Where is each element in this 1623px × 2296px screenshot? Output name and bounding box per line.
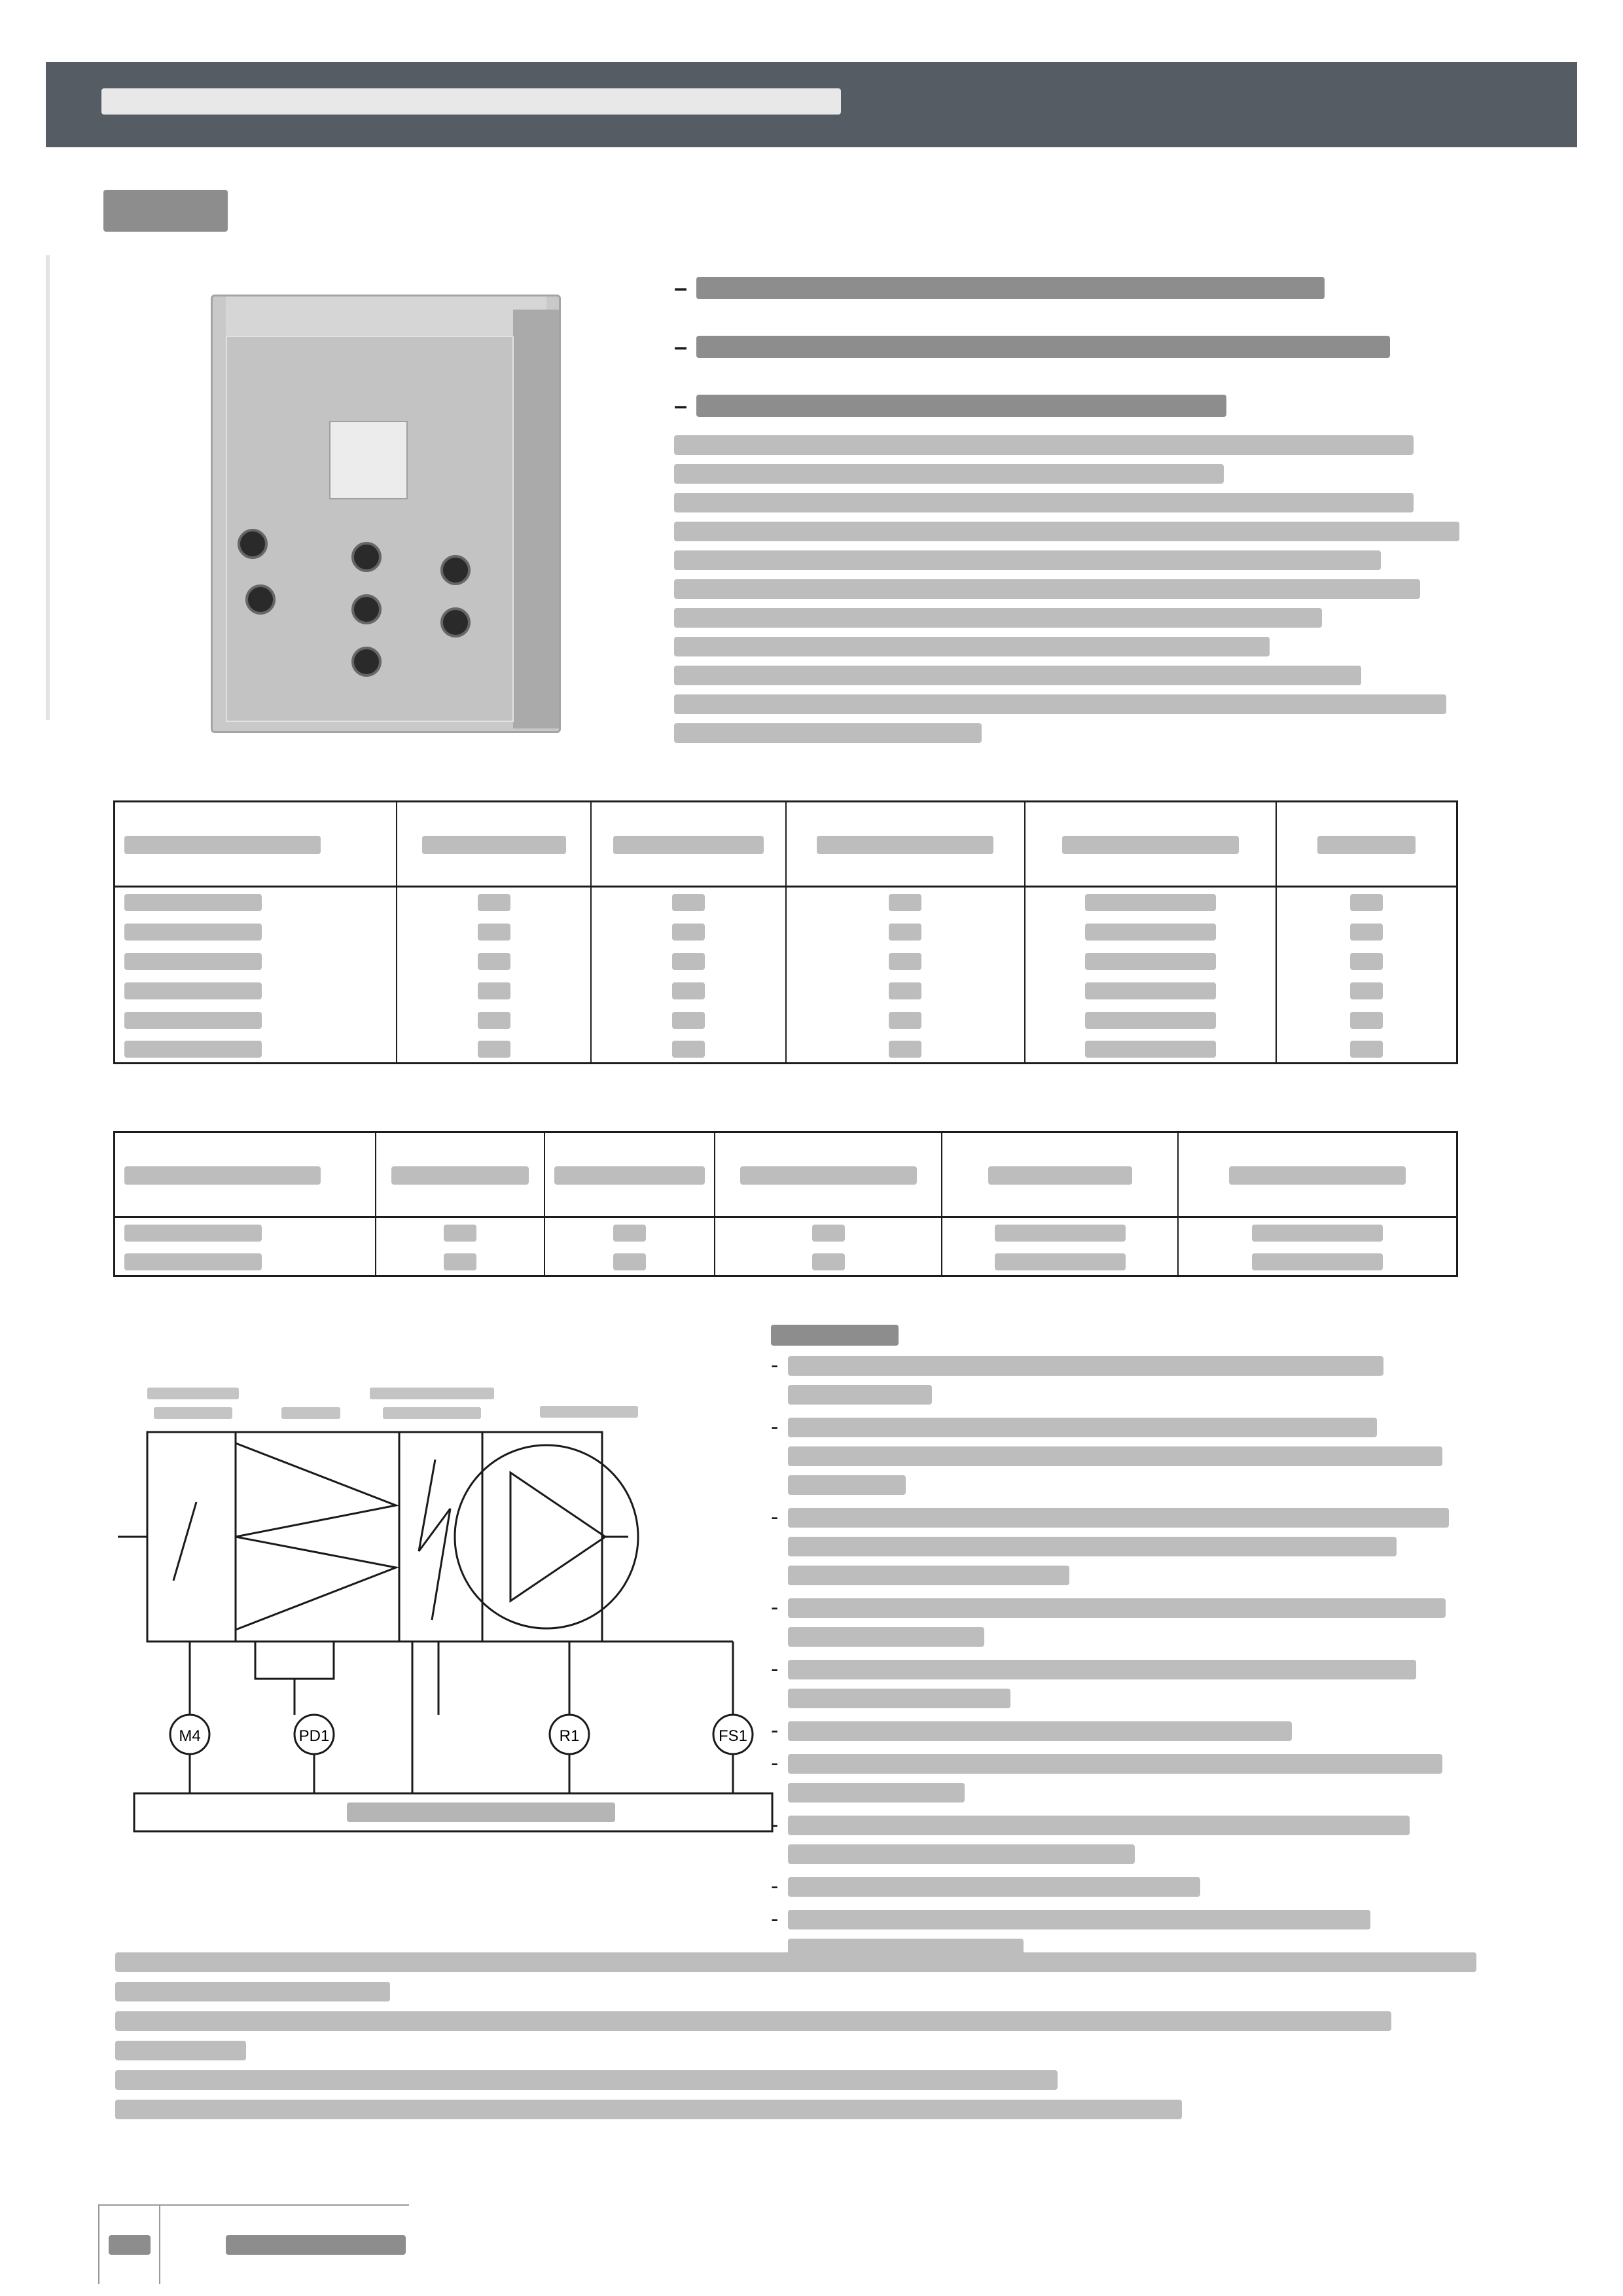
table-cell [115, 1217, 376, 1247]
table-cell [591, 975, 786, 1005]
table-cell [115, 946, 397, 975]
table-header-row [115, 802, 1457, 887]
table-cell [591, 1034, 786, 1064]
table-cell [786, 946, 1025, 975]
table-cell [942, 1217, 1178, 1247]
table-cell [786, 1034, 1025, 1064]
table-cell [786, 916, 1025, 946]
table-cell [397, 887, 592, 916]
function-item: - [771, 1413, 1497, 1499]
table-cell [591, 887, 786, 916]
function-item: - [771, 1717, 1497, 1746]
table-header-row [115, 1132, 1457, 1217]
label-filter [281, 1407, 340, 1419]
table-cell [115, 1247, 376, 1276]
spec-table-220v [113, 800, 1458, 1064]
air-handler-box [147, 1432, 602, 1641]
footer [98, 2204, 409, 2283]
product-photo [211, 295, 561, 733]
table-cell [1276, 946, 1457, 975]
speed-regulator-module [329, 421, 408, 499]
table-cell [115, 887, 397, 916]
damper-blade-icon [173, 1502, 196, 1581]
label-heater [370, 1388, 494, 1399]
table-cell [544, 1217, 715, 1247]
feature-item: – [674, 376, 1492, 435]
svg-text:R1: R1 [559, 1727, 580, 1745]
filter-icon [236, 1443, 396, 1630]
table-cell [115, 1005, 397, 1034]
table-cell [376, 1217, 544, 1247]
label-fan [540, 1406, 638, 1418]
table-cell [397, 916, 592, 946]
table-row [115, 975, 1457, 1005]
table-cell [1025, 887, 1276, 916]
table-cell [115, 1034, 397, 1064]
function-item: - [771, 1352, 1497, 1409]
sensor-r1 [550, 1715, 589, 1754]
table-row [115, 1005, 1457, 1034]
table-cell [1025, 1034, 1276, 1064]
ventilation-schematic [105, 1361, 785, 1859]
function-item: - [771, 1594, 1497, 1651]
table-row [115, 887, 1457, 916]
table-cell [942, 1247, 1178, 1276]
page-number [98, 2206, 160, 2284]
table-cell [397, 1034, 592, 1064]
table-cell [1178, 1247, 1457, 1276]
table-cell [1276, 1034, 1457, 1064]
table-row [115, 946, 1457, 975]
product-title [103, 190, 228, 236]
label-damper [147, 1388, 239, 1399]
site-url[interactable] [226, 2206, 406, 2284]
table-cell [1276, 1005, 1457, 1034]
table-cell [397, 975, 592, 1005]
table-cell [591, 1005, 786, 1034]
functions-list [771, 1319, 1497, 1967]
spec-table-380v [113, 1131, 1458, 1277]
header-title-placeholder [101, 88, 841, 115]
table-cell [115, 916, 397, 946]
description [674, 431, 1525, 747]
function-item: - [771, 1655, 1497, 1713]
table-cell [1276, 975, 1457, 1005]
functions-heading [771, 1325, 899, 1346]
sensor-pd1 [294, 1715, 334, 1754]
panel-label [347, 1803, 615, 1822]
svg-text:M4: M4 [179, 1727, 201, 1745]
table-cell [1025, 916, 1276, 946]
function-item: - [771, 1503, 1497, 1590]
table-cell [115, 975, 397, 1005]
table-cell [1025, 975, 1276, 1005]
table-cell [1025, 946, 1276, 975]
feature-item: – [674, 317, 1492, 376]
table-cell [715, 1217, 942, 1247]
table-cell [786, 1005, 1025, 1034]
table-cell [786, 887, 1025, 916]
table-cell [544, 1247, 715, 1276]
table-cell [1025, 1005, 1276, 1034]
function-item: - [771, 1749, 1497, 1807]
table-cell [591, 946, 786, 975]
header-bar [46, 62, 1577, 147]
svg-text:PD1: PD1 [298, 1727, 330, 1745]
table-cell [715, 1247, 942, 1276]
table-cell [397, 946, 592, 975]
table-cell [1178, 1217, 1457, 1247]
table-row [115, 1034, 1457, 1064]
function-item: - [771, 1873, 1497, 1901]
table-cell [376, 1247, 544, 1276]
table-cell [591, 916, 786, 946]
notes [115, 1947, 1522, 2124]
heater-zigzag-icon [419, 1460, 450, 1620]
svg-text:FS1: FS1 [718, 1727, 748, 1745]
function-item: - [771, 1811, 1497, 1869]
table-cell [1276, 887, 1457, 916]
table-cell [786, 975, 1025, 1005]
margin-rule [46, 255, 50, 720]
table-row [115, 1247, 1457, 1276]
table-cell [397, 1005, 592, 1034]
table-row [115, 916, 1457, 946]
sensor-fs1 [713, 1715, 753, 1754]
feature-item: – [674, 259, 1492, 317]
table-cell [1276, 916, 1457, 946]
sensor-m4 [170, 1715, 209, 1754]
function-item: - [771, 1905, 1497, 1963]
feature-list [674, 259, 1492, 435]
table-row [115, 1217, 1457, 1247]
